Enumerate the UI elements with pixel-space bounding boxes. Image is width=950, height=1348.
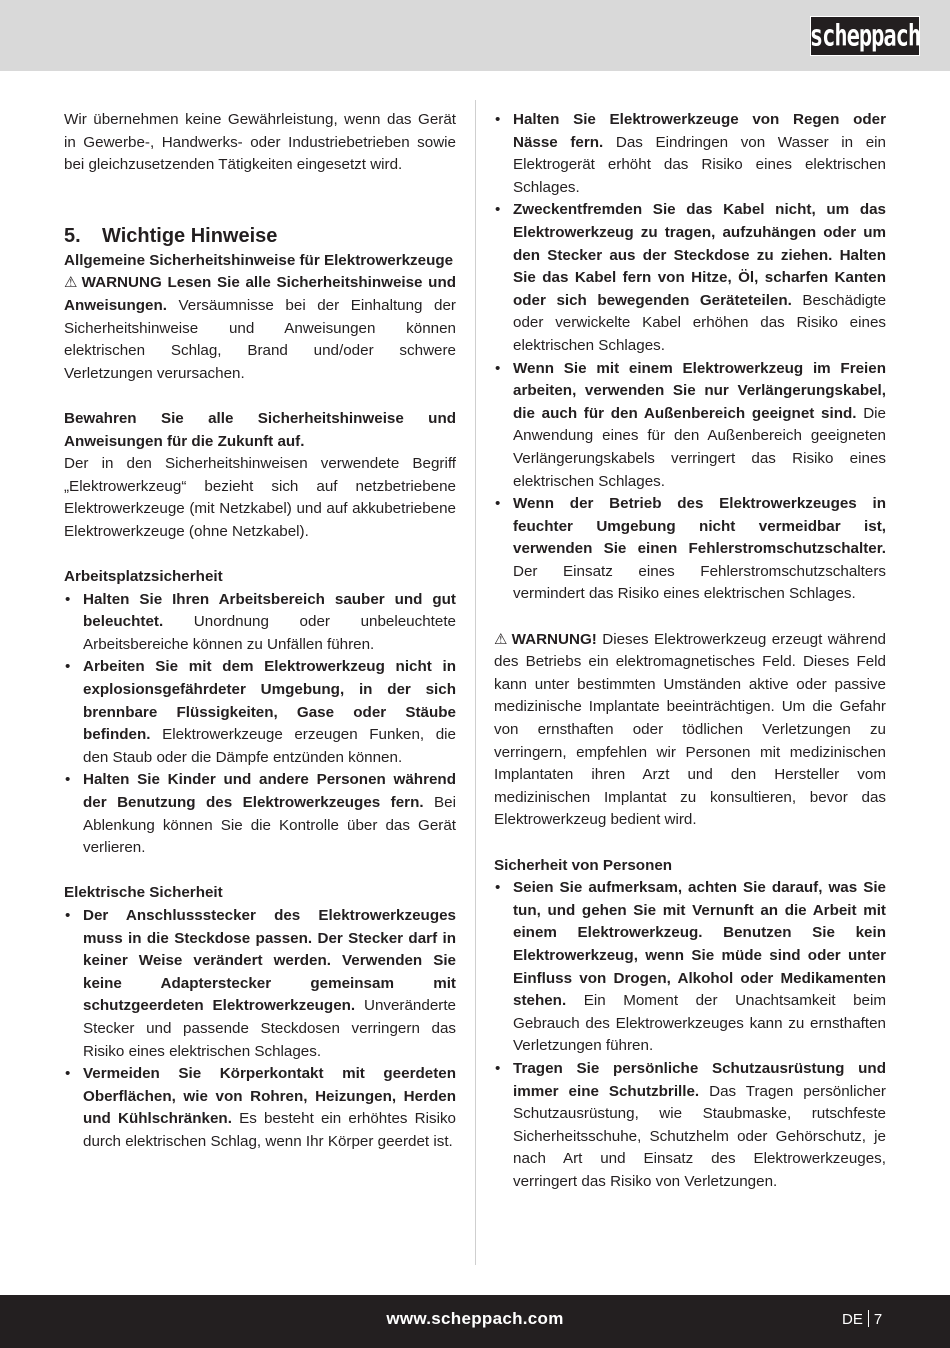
emf-warning-paragraph: [494, 629, 886, 832]
website-link[interactable]: www.scheppach.com: [386, 1309, 564, 1328]
list-item: [494, 109, 886, 199]
list-item-text: Ein Moment der Unachtsamkeit beim Gebrauch des Elektrowerkzeuges kann zu ernsthaften Verletzungen führen.: [513, 992, 886, 1055]
list-item-text: Unordnung oder unbeleuchtete Arbeitsbereiche können zu Unfällen führen.: [83, 613, 456, 653]
general-warning-paragraph: [64, 272, 456, 385]
page-number: 7: [873, 1311, 883, 1328]
list-item-text: Das Tragen persönlicher Schutzausrüstung, wie Staubmaske, rutschfeste Sicherheitsschuhe, Schutzhelm oder Gehörschutz, je nach Art und Einsatz des Elektrowerkzeuges, verringert das Risiko von Verletzungen.: [513, 1082, 886, 1190]
language-code: DE: [842, 1311, 863, 1328]
list-item-bold: Halten Sie Kinder und andere Personen während der Benutzung des Elektrowerkzeuges fern.: [83, 771, 456, 812]
warning-bold-text: WARNUNG Lesen Sie alle Sicherheitshinweise und Anweisungen.: [64, 274, 456, 314]
scheppach-logo: [810, 16, 920, 56]
right-column: [494, 109, 886, 1194]
page-indicator: [842, 1310, 882, 1328]
intro-paragraph: Wir übernehmen keine Gewährleistung, wenn das Gerät in Gewerbe-, Handwerks- oder Industriebetrieben sowie bei gleichzusetzenden Tätigkeiten eingesetzt wird.: [64, 111, 456, 174]
list-item-bold: Seien Sie aufmerksam, achten Sie darauf, was Sie tun, und gehen Sie mit Vernunft an die Arbeit mit einem Elektrowerkzeug. Benutzen Sie kein Elektrowerkzeug, wenn Sie müde sind oder unter Einfluss von Drogen, Alkohol oder Medikamenten stehen.: [513, 879, 886, 1010]
electrical-safety-heading: Elektrische Sicherheit: [64, 884, 223, 902]
warning-triangle-icon: ⚠: [494, 630, 508, 648]
page-footer: [0, 1295, 950, 1348]
list-item-bold: Wenn Sie mit einem Elektrowerkzeug im Freien arbeiten, verwenden Sie nur Verlängerungskabel, die auch für den Außenbereich geeignet sind.: [513, 359, 886, 422]
list-item-bold: Der Anschlussstecker des Elektrowerkzeuges muss in die Steckdose passen. Der Stecker darf in keiner Weise verändert werden. Verwenden Sie keine Adapterstecker gemeinsam mit schutzgeerdeten Elektrowerkzeugen.: [83, 907, 456, 1015]
list-item: [494, 1058, 886, 1194]
workplace-safety-heading: Arbeitsplatzsicherheit: [64, 568, 223, 586]
warning-text: Dieses Elektrowerkzeug erzeugt während des Betriebs ein elektromagnetisches Feld. Dieses Feld kann unter bestimmten Umständen aktive oder passive medizinische Implantate beeinträchtigen. Um die Gefahr von ernsthaften oder tödlichen Verletzungen zu verringern, empfehlen wir Personen mit medizinischen Implantaten ihren Arzt und den Hersteller vom medizinischen Implantat zu konsultieren, bevor das Elektrowerkzeug bedient wird.: [494, 630, 886, 829]
list-item: [494, 877, 886, 1058]
list-item-bold: Arbeiten Sie mit dem Elektrowerkzeug nicht in explosionsgefährdeter Umgebung, in der sich brennbare Flüssigkeiten, Gase oder Stäube befinden.: [83, 658, 456, 744]
personal-safety-list: [494, 877, 886, 1193]
list-item-text: Beschädigte oder verwickelte Kabel erhöhen das Risiko eines elektrischen Schlages.: [513, 291, 887, 354]
term-definition-paragraph: Der in den Sicherheitshinweisen verwendete Begriff „Elektrowerkzeug“ bezieht sich auf netzbetriebene Elektrowerkzeuge (mit Netzkabel) und auf akkubetriebene Elektrowerkzeuge (ohne Netzkabel).: [64, 455, 456, 540]
electrical-safety-list-continued: [494, 109, 886, 606]
workplace-safety-list: [64, 589, 456, 860]
list-item: [494, 199, 886, 357]
list-item-bold: Zweckentfremden Sie das Kabel nicht, um das Elektrowerkzeug zu tragen, aufzuhängen oder um den Stecker aus der Steckdose zu ziehen. Halten Sie das Kabel fern von Hitze, Öl, scharfen Kanten oder sich bewegenden Geräteteilen.: [513, 201, 886, 309]
list-item: [64, 769, 456, 859]
header-band: [0, 0, 950, 71]
list-item-bold: Halten Sie Ihren Arbeitsbereich sauber und gut beleuchtet.: [83, 590, 456, 631]
general-safety-heading: Allgemeine Sicherheitshinweise für Elektrowerkzeuge: [64, 251, 454, 269]
list-item-text: Elektrowerkzeuge erzeugen Funken, die den Staub oder die Dämpfe entzünden können.: [83, 726, 456, 766]
list-item-text: Es besteht ein erhöhtes Risiko durch elektrischen Schlag, wenn Ihr Körper geerdet ist.: [83, 1110, 456, 1150]
list-item: [494, 358, 886, 494]
left-column: [64, 109, 456, 1154]
electrical-safety-list: [64, 905, 456, 1154]
column-divider: [475, 100, 476, 1265]
list-item-bold: Wenn der Betrieb des Elektrowerkzeuges in feuchter Umgebung nicht vermeidbar ist, verwenden Sie einen Fehlerstromschutzschalter.: [513, 495, 886, 558]
logo-text: scheppach: [809, 19, 921, 53]
list-item-text: Das Eindringen von Wasser in ein Elektrogerät erhöht das Risiko eines elektrischen Schlages.: [513, 133, 886, 196]
list-item: [64, 1063, 456, 1153]
list-item: [64, 589, 456, 657]
list-item-text: Unveränderte Stecker und passende Steckdosen verringern das Risiko eines elektrischen Schlages.: [83, 997, 456, 1060]
list-item-text: Bei Ablenkung können Sie die Kontrolle über das Gerät verlieren.: [83, 794, 457, 857]
section-title: Wichtige Hinweise: [102, 224, 278, 247]
page-separator: [868, 1310, 869, 1327]
list-item: [64, 656, 456, 769]
list-item-text: Die Anwendung eines für den Außenbereich geeigneten Verlängerungskabels verringert das Risiko eines elektrischen Schlages.: [513, 404, 886, 490]
list-item: [494, 493, 886, 606]
warning-bold-text: WARNUNG!: [511, 630, 597, 648]
list-item-bold: Halten Sie Elektrowerkzeuge von Regen oder Nässe fern.: [513, 111, 886, 151]
keep-instructions-heading: Bewahren Sie alle Sicherheitshinweise und Anweisungen für die Zukunft auf.: [64, 409, 456, 450]
list-item-text: Der Einsatz eines Fehlerstromschutzschalters vermindert das Risiko eines elektrischen Schlages.: [513, 562, 886, 603]
section-number: 5.: [64, 224, 81, 247]
list-item-bold: Vermeiden Sie Körperkontakt mit geerdeten Oberflächen, wie von Rohren, Heizungen, Herden und Kühlschränken.: [83, 1065, 456, 1128]
list-item-bold: Tragen Sie persönliche Schutzausrüstung und immer eine Schutzbrille.: [513, 1059, 886, 1100]
warning-text: Versäumnisse bei der Einhaltung der Sicherheitshinweise und Anweisungen können elektrischen Schlag, Brand und/oder schwere Verletzungen verursachen.: [64, 296, 456, 382]
section-heading: [64, 222, 456, 250]
list-item: [64, 905, 456, 1063]
warning-triangle-icon: ⚠: [64, 274, 78, 292]
personal-safety-heading: Sicherheit von Personen: [494, 856, 673, 874]
